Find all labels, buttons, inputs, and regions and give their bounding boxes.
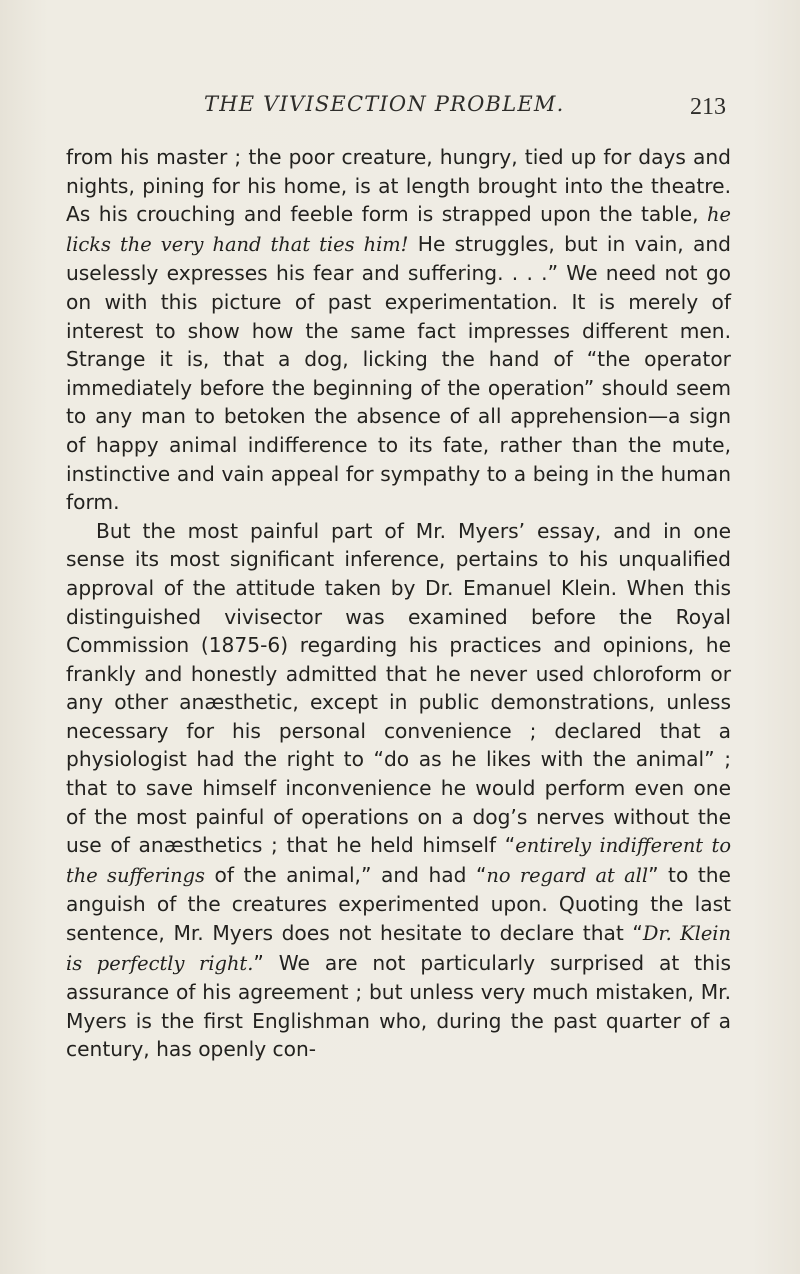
paragraph-2-italic-2: no regard at all	[486, 863, 649, 887]
paragraph-2-italic-1: entirely indifferent to the sufferings	[66, 834, 731, 887]
body-text	[66, 143, 731, 1064]
paragraph-2-text-2: of the animal,” and had “	[205, 862, 487, 887]
paragraph-2	[66, 517, 731, 1064]
paragraph-1-italic-1: he licks the very hand that ties him!	[66, 203, 731, 256]
paragraph-1-text-1: from his master ; the poor creature, hungry, tied up for days and nights, pining for his home, is at length brought into the theatre. As his crouching and feeble form is strapped upon the table,	[66, 145, 731, 227]
paragraph-2-text-3: ” to the anguish of the creatures experimented upon. Quoting the last sentence, Mr. Myers does not hesitate to declare that “	[66, 862, 731, 946]
paragraph-1	[66, 143, 731, 517]
paragraph-2-italic-3: Dr. Klein is perfectly right.	[66, 922, 731, 975]
running-title: THE VIVISECTION PROBLEM.	[204, 92, 565, 116]
paragraph-1-text-2: He struggles, but in vain, and uselessly expresses his fear and suffering. . . .” We need not go on with this picture of past experimentation. It is merely of interest to show how the same fact impresses different men. Strange it is, that a dog, licking the hand of “the operator immediately before the beginning of the operation” should seem to any man to betoken the absence of all apprehension—a sign of happy animal indifference to its fate, rather than the mute, instinctive and vain appeal for sympathy to a being in the human form.	[66, 231, 731, 515]
paragraph-2-text-4: ” We are not particularly surprised at this assurance of his agreement ; but unless very much mistaken, Mr. Myers is the first Englishman who, during the past quarter of a century, has openly con-	[66, 950, 731, 1062]
page-number: 213	[690, 94, 726, 120]
paragraph-2-text-1: But the most painful part of Mr. Myers’ essay, and in one sense its most significant inference, pertains to his unqualified approval of the attitude taken by Dr. Emanuel Klein. When this distinguished vivisector was examined before the Royal Commission (1875-6) regarding his practices and opinions, he frankly and honestly admitted that he never used chloroform or any other anæsthetic, except in public demonstrations, unless necessary for his personal convenience ; declared that a physiologist had the right to “do as he likes with the animal” ; that to save himself inconvenience he would perform even one of the most painful of operations on a dog’s nerves without the use of anæsthetics ; that he held himself “	[66, 518, 731, 858]
